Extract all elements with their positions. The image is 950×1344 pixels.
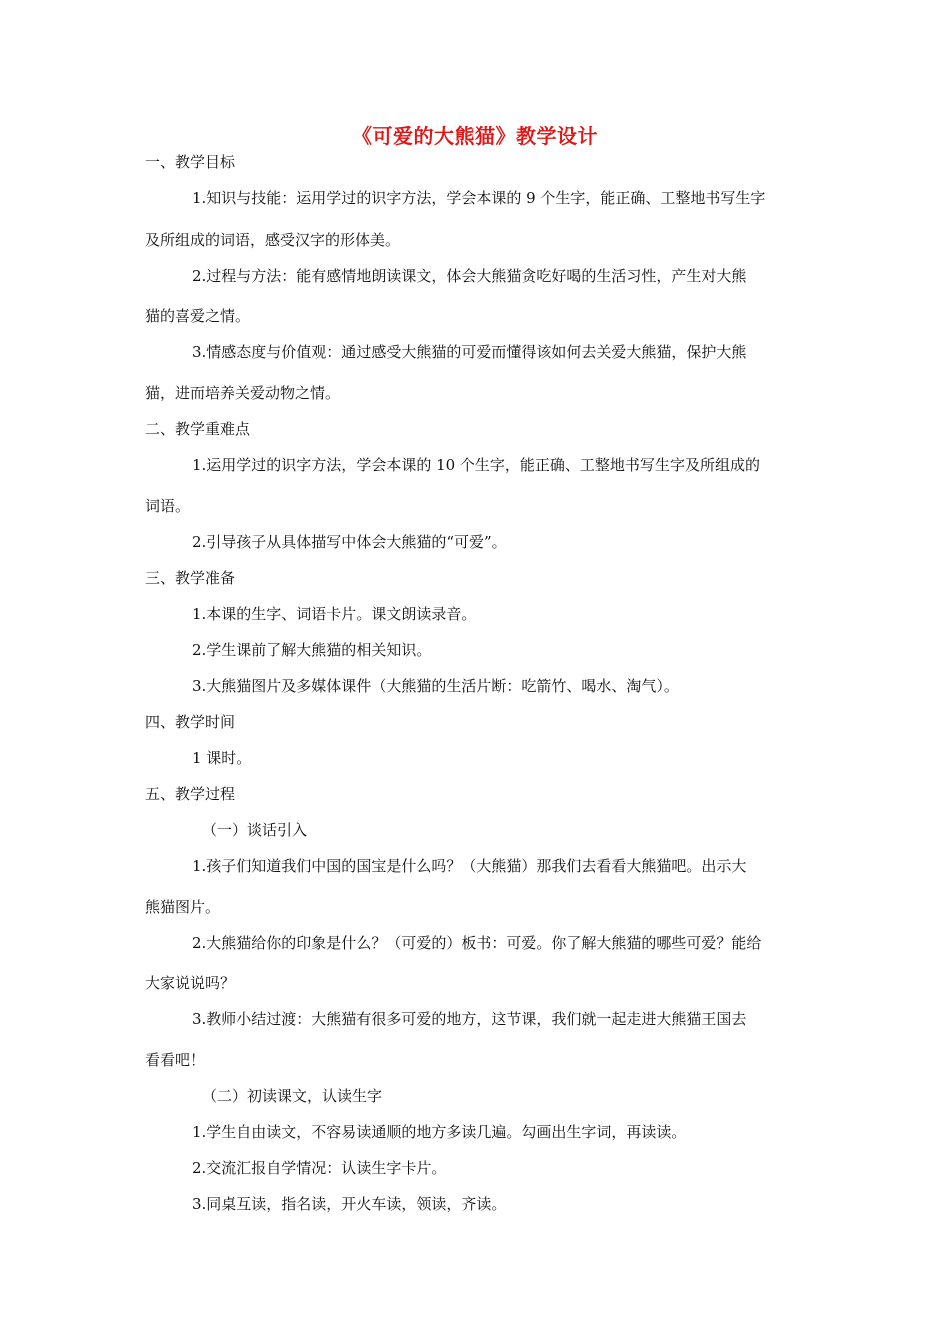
paragraph-line: 3.同桌互读，指名读，开火车读，领读，齐读。 — [192, 1195, 507, 1213]
paragraph-line: 1.知识与技能：运用学过的识字方法，学会本课的 9 个生字，能正确、工整地书写生字 — [192, 189, 766, 207]
section-heading-preparation: 三、教学准备 — [145, 569, 236, 587]
paragraph-line: 猫的喜爱之情。 — [145, 307, 251, 325]
paragraph-line: 1 课时。 — [192, 749, 252, 767]
section-heading-time: 四、教学时间 — [145, 713, 236, 731]
paragraph-line: 1.运用学过的识字方法，学会本课的 10 个生字，能正确、工整地书写生字及所组成的 — [192, 456, 760, 474]
paragraph-line: 2.大熊猫给你的印象是什么？（可爱的）板书：可爱。你了解大熊猫的哪些可爱？能给 — [192, 934, 762, 952]
paragraph-line: 1.本课的生字、词语卡片。课文朗读录音。 — [192, 605, 477, 623]
paragraph-line: 及所组成的词语，感受汉字的形体美。 — [145, 231, 401, 249]
paragraph-line: 3.情感态度与价值观：通过感受大熊猫的可爱而懂得该如何去关爱大熊猫，保护大熊 — [192, 343, 747, 361]
paragraph-line: 3.大熊猫图片及多媒体课件（大熊猫的生活片断：吃箭竹、喝水、淘气）。 — [192, 677, 679, 695]
subsection-heading-reading: （二）初读课文，认读生字 — [202, 1087, 383, 1105]
section-heading-process: 五、教学过程 — [145, 785, 236, 803]
paragraph-line: 词语。 — [145, 497, 191, 515]
paragraph-line: 猫，进而培养关爱动物之情。 — [145, 384, 341, 402]
paragraph-line: 看看吧！ — [145, 1051, 206, 1069]
paragraph-line: 2.引导孩子从具体描写中体会大熊猫的“可爱”。 — [192, 533, 507, 551]
paragraph-line: 2.过程与方法：能有感情地朗读课文，体会大熊猫贪吃好喝的生活习性，产生对大熊 — [192, 267, 747, 285]
section-heading-key-points: 二、教学重难点 — [145, 420, 251, 438]
document-title: 《可爱的大熊猫》教学设计 — [352, 124, 598, 148]
subsection-heading-intro: （一）谈话引入 — [202, 821, 308, 839]
paragraph-line: 大家说说吗？ — [145, 974, 236, 992]
paragraph-line: 3.教师小结过渡：大熊猫有很多可爱的地方，这节课，我们就一起走进大熊猫王国去 — [192, 1010, 747, 1028]
paragraph-line: 1.孩子们知道我们中国的国宝是什么吗？（大熊猫）那我们去看看大熊猫吧。出示大 — [192, 857, 747, 875]
section-heading-objectives: 一、教学目标 — [145, 153, 236, 171]
paragraph-line: 2.学生课前了解大熊猫的相关知识。 — [192, 641, 432, 659]
paragraph-line: 1.学生自由读文，不容易读通顺的地方多读几遍。勾画出生字词，再读读。 — [192, 1123, 687, 1141]
paragraph-line: 熊猫图片。 — [145, 898, 221, 916]
paragraph-line: 2.交流汇报自学情况：认读生字卡片。 — [192, 1159, 447, 1177]
